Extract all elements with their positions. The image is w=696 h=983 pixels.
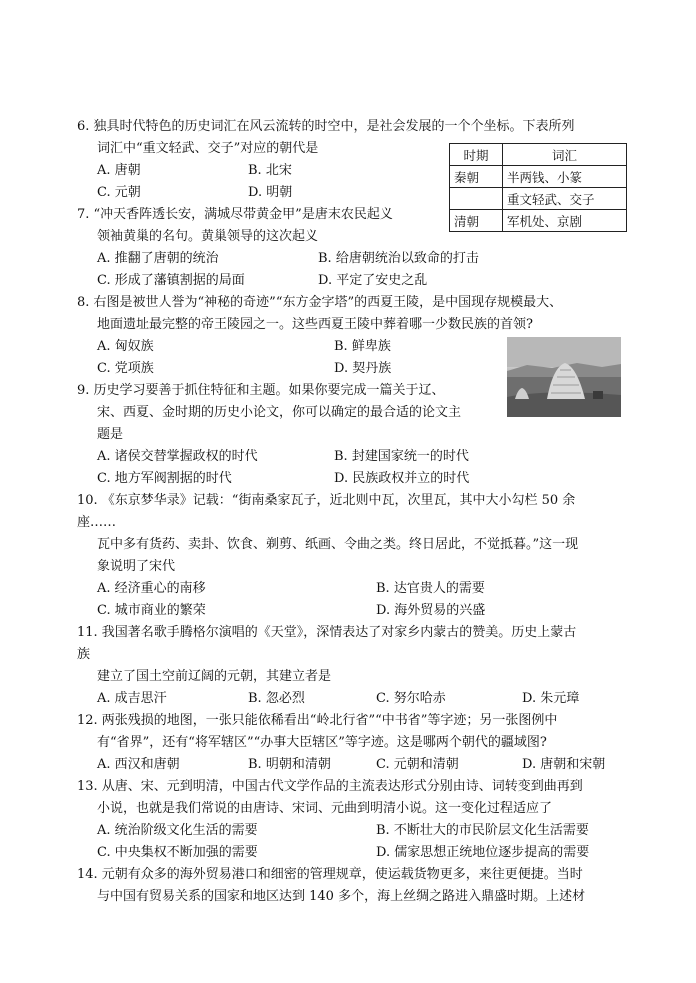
table-cell: 清朝 [450, 210, 503, 232]
q11-option-d: D. 朱元璋 [522, 691, 580, 706]
q13-option-a: A. 统治阶级文化生活的需要 [97, 823, 258, 838]
q7-option-a: A. 推翻了唐朝的统治 [97, 251, 219, 266]
q8-option-c: C. 党项族 [97, 361, 154, 376]
q8-stem-line2: 地面遗址最完整的帝王陵园之一。这些西夏王陵中葬着哪一少数民族的首领? [97, 317, 533, 332]
table-cell: 重文轻武、交子 [503, 188, 627, 210]
table-cell: 半两钱、小篆 [503, 166, 627, 188]
table-cell: 秦朝 [450, 166, 503, 188]
xixia-tomb-illustration [507, 337, 621, 417]
q6-option-b: B. 北宋 [248, 163, 292, 178]
q13-option-d: D. 儒家思想正统地位逐步提高的需要 [376, 845, 590, 860]
q9-option-a: A. 诸侯交替掌握政权的时代 [97, 449, 258, 464]
q11-option-b: B. 忽必烈 [248, 691, 305, 706]
q11-stem-line2: 族 [77, 647, 91, 662]
q12-stem-line2: 有“省界”，还有“将军辖区”“办事大臣辖区”等字迹。这是哪两个朝代的疆域图? [97, 735, 547, 750]
q12-option-c: C. 元朝和清朝 [376, 757, 459, 772]
q9-stem-line3: 题是 [97, 427, 124, 442]
q7-stem-line2: 领袖黄巢的名句。黄巢领导的这次起义 [97, 229, 319, 244]
q13-stem-line1: 13. 从唐、宋、元到明清，中国古代文学作品的主流表达形式分别由诗、词转变到曲再到 [77, 779, 583, 794]
q10-stem-line2: 座…… [77, 515, 117, 530]
q8-option-a: A. 匈奴族 [97, 339, 154, 354]
q13-option-b: B. 不断壮大的市民阶层文化生活需要 [376, 823, 589, 838]
q9-option-d: D. 民族政权并立的时代 [334, 471, 470, 486]
q7-option-b: B. 给唐朝统治以致命的打击 [318, 251, 479, 266]
table-header-vocab: 词汇 [503, 144, 627, 166]
table-row [450, 188, 627, 210]
q11-stem-line3: 建立了国土空前辽阔的元朝，其建立者是 [97, 669, 332, 684]
q10-option-d: D. 海外贸易的兴盛 [376, 603, 486, 618]
q13-stem-line2: 小说，也就是我们常说的由唐诗、宋词、元曲到明清小说。这一变化过程适应了 [97, 801, 553, 816]
q10-stem-line1: 10. 《东京梦华录》记载：“街南桑家瓦子，近北则中瓦，次里瓦，其中大小勾栏 50 余 [77, 493, 576, 508]
q6-stem-line2: 词汇中“重文轻武、交子”对应的朝代是 [97, 141, 319, 156]
q14-stem-line2: 与中国有贸易关系的国家和地区达到 140 多个，海上丝绸之路进入鼎盛时期。上述材 [97, 889, 586, 904]
q10-option-a: A. 经济重心的南移 [97, 581, 206, 596]
q12-option-a: A. 西汉和唐朝 [97, 757, 180, 772]
q6-vocab-table [449, 143, 627, 232]
q11-option-a: A. 成吉思汗 [97, 691, 167, 706]
q6-option-a: A. 唐朝 [97, 163, 141, 178]
q10-stem-line3: 瓦中多有货药、卖卦、饮食、剃剪、纸画、令曲之类。终日居此，不觉抵暮。”这一现 [97, 537, 579, 552]
table-cell [450, 188, 503, 210]
q10-stem-line4: 象说明了宋代 [97, 559, 176, 574]
q8-stem-line1: 8. 右图是被世人誉为“神秘的奇迹”“东方金字塔”的西夏王陵，是中国现存规模最大、 [77, 295, 563, 310]
q6-option-c: C. 元朝 [97, 185, 141, 200]
table-row [450, 166, 627, 188]
q10-option-c: C. 城市商业的繁荣 [97, 603, 206, 618]
q12-option-d: D. 唐朝和宋朝 [522, 757, 606, 772]
q7-stem-line1: 7. “冲天香阵透长安，满城尽带黄金甲”是唐末农民起义 [77, 207, 393, 222]
xixia-tomb-photo [507, 337, 621, 417]
q11-option-c: C. 努尔哈赤 [376, 691, 446, 706]
table-header-row [450, 144, 627, 166]
q8-option-d: D. 契丹族 [334, 361, 392, 376]
q9-option-b: B. 封建国家统一的时代 [334, 449, 469, 464]
q9-option-c: C. 地方军阀割据的时代 [97, 471, 232, 486]
q9-stem-line2: 宋、西夏、金时期的历史小论文，你可以确定的最合适的论文主 [97, 405, 462, 420]
table-cell: 军机处、京剧 [503, 210, 627, 232]
q9-stem-line1: 9. 历史学习要善于抓住特征和主题。如果你要完成一篇关于辽、 [77, 383, 445, 398]
table-header-period: 时期 [450, 144, 503, 166]
q12-option-b: B. 明朝和清朝 [248, 757, 331, 772]
q7-option-d: D. 平定了安史之乱 [318, 273, 428, 288]
q11-stem-line1: 11. 我国著名歌手腾格尔演唱的《天堂》，深情表达了对家乡内蒙古的赞美。历史上蒙古 [77, 625, 577, 640]
q14-stem-line1: 14. 元朝有众多的海外贸易港口和细密的管理规章，使运载货物更多，来往更便捷。当时 [77, 867, 583, 882]
q7-option-c: C. 形成了藩镇割据的局面 [97, 273, 245, 288]
q6-stem-line1: 6. 独具时代特色的历史词汇在风云流转的时空中，是社会发展的一个个坐标。下表所列 [77, 119, 575, 134]
q13-option-c: C. 中央集权不断加强的需要 [97, 845, 258, 860]
q12-stem-line1: 12. 两张残损的地图，一张只能依稀看出“岭北行省”“中书省”等字迹；另一张图例中 [77, 713, 558, 728]
q6-option-d: D. 明朝 [248, 185, 293, 200]
table-row [450, 210, 627, 232]
q8-option-b: B. 鲜卑族 [334, 339, 391, 354]
q10-option-b: B. 达官贵人的需要 [376, 581, 485, 596]
